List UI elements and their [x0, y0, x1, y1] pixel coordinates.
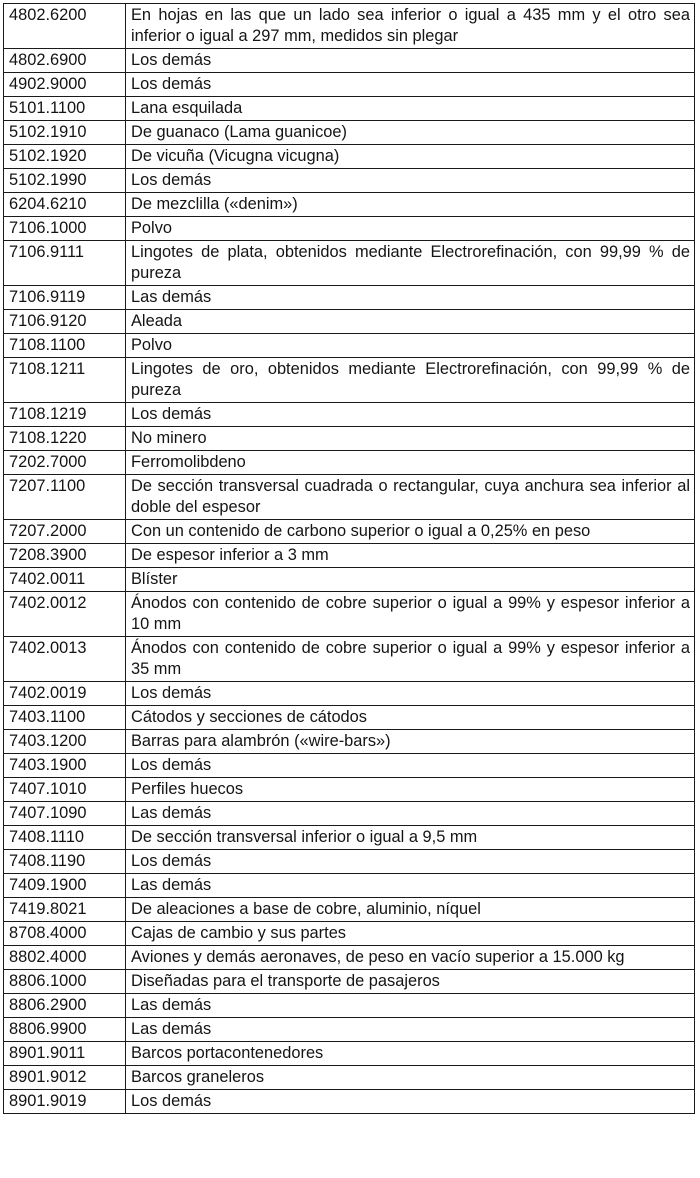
tariff-code-cell: 7106.9111 [4, 241, 126, 286]
table-row [4, 970, 695, 994]
tariff-table-body [4, 4, 695, 1114]
description-cell: Barras para alambrón («wire-bars») [126, 730, 695, 754]
description-cell: Las demás [126, 802, 695, 826]
description-cell: De mezclilla («denim») [126, 193, 695, 217]
description-cell: De sección transversal cuadrada o rectangular, cuya anchura sea inferior al doble del espesor [126, 475, 695, 520]
description-cell: Ánodos con contenido de cobre superior o igual a 99% y espesor inferior a 35 mm [126, 637, 695, 682]
description-cell: Diseñadas para el transporte de pasajeros [126, 970, 695, 994]
table-row [4, 994, 695, 1018]
description-cell: Los demás [126, 754, 695, 778]
tariff-code-cell: 8901.9012 [4, 1066, 126, 1090]
tariff-code-cell: 7403.1900 [4, 754, 126, 778]
description-cell: Lingotes de oro, obtenidos mediante Electrorefinación, con 99,99 % de pureza [126, 358, 695, 403]
table-row [4, 592, 695, 637]
tariff-code-cell: 7402.0012 [4, 592, 126, 637]
tariff-table [3, 3, 695, 1114]
description-cell: De guanaco (Lama guanicoe) [126, 121, 695, 145]
table-row [4, 520, 695, 544]
table-row [4, 334, 695, 358]
tariff-code-cell: 7409.1900 [4, 874, 126, 898]
table-row [4, 730, 695, 754]
table-row [4, 403, 695, 427]
tariff-code-cell: 4802.6200 [4, 4, 126, 49]
tariff-code-cell: 7402.0019 [4, 682, 126, 706]
table-row [4, 4, 695, 49]
tariff-code-cell: 7408.1110 [4, 826, 126, 850]
table-row [4, 826, 695, 850]
tariff-code-cell: 7408.1190 [4, 850, 126, 874]
table-row [4, 850, 695, 874]
description-cell: De vicuña (Vicugna vicugna) [126, 145, 695, 169]
table-row [4, 682, 695, 706]
description-cell: Las demás [126, 286, 695, 310]
table-row [4, 1066, 695, 1090]
table-row [4, 49, 695, 73]
tariff-code-cell: 8901.9019 [4, 1090, 126, 1114]
tariff-code-cell: 5101.1100 [4, 97, 126, 121]
tariff-code-cell: 7419.8021 [4, 898, 126, 922]
description-cell: De aleaciones a base de cobre, aluminio, níquel [126, 898, 695, 922]
description-cell: Los demás [126, 169, 695, 193]
table-row [4, 946, 695, 970]
table-row [4, 568, 695, 592]
tariff-code-cell: 7202.7000 [4, 451, 126, 475]
description-cell: Cajas de cambio y sus partes [126, 922, 695, 946]
tariff-code-cell: 4902.9000 [4, 73, 126, 97]
tariff-code-cell: 8802.4000 [4, 946, 126, 970]
description-cell: No minero [126, 427, 695, 451]
table-row [4, 310, 695, 334]
tariff-code-cell: 8806.2900 [4, 994, 126, 1018]
description-cell: Las demás [126, 874, 695, 898]
table-row [4, 358, 695, 403]
tariff-code-cell: 7403.1100 [4, 706, 126, 730]
description-cell: Lana esquilada [126, 97, 695, 121]
tariff-code-cell: 7207.1100 [4, 475, 126, 520]
description-cell: Ferromolibdeno [126, 451, 695, 475]
description-cell: Perfiles huecos [126, 778, 695, 802]
tariff-code-cell: 8806.9900 [4, 1018, 126, 1042]
table-row [4, 169, 695, 193]
description-cell: Los demás [126, 850, 695, 874]
table-row [4, 544, 695, 568]
table-row [4, 1018, 695, 1042]
description-cell: Los demás [126, 73, 695, 97]
tariff-code-cell: 8708.4000 [4, 922, 126, 946]
tariff-code-cell: 7108.1211 [4, 358, 126, 403]
description-cell: Los demás [126, 682, 695, 706]
table-row [4, 121, 695, 145]
table-row [4, 145, 695, 169]
tariff-code-cell: 8806.1000 [4, 970, 126, 994]
table-row [4, 922, 695, 946]
table-row [4, 475, 695, 520]
description-cell: Polvo [126, 217, 695, 241]
table-row [4, 451, 695, 475]
description-cell: Aleada [126, 310, 695, 334]
description-cell: De espesor inferior a 3 mm [126, 544, 695, 568]
tariff-code-cell: 8901.9011 [4, 1042, 126, 1066]
description-cell: Las demás [126, 1018, 695, 1042]
tariff-code-cell: 7207.2000 [4, 520, 126, 544]
table-row [4, 1042, 695, 1066]
tariff-code-cell: 5102.1920 [4, 145, 126, 169]
description-cell: Blíster [126, 568, 695, 592]
description-cell: En hojas en las que un lado sea inferior o igual a 435 mm y el otro sea inferior o igual a 297 mm, medidos sin plegar [126, 4, 695, 49]
description-cell: Con un contenido de carbono superior o igual a 0,25% en peso [126, 520, 695, 544]
tariff-code-cell: 5102.1910 [4, 121, 126, 145]
table-row [4, 73, 695, 97]
table-row [4, 286, 695, 310]
description-cell: Cátodos y secciones de cátodos [126, 706, 695, 730]
tariff-code-cell: 7108.1100 [4, 334, 126, 358]
table-row [4, 874, 695, 898]
description-cell: Los demás [126, 403, 695, 427]
description-cell: De sección transversal inferior o igual a 9,5 mm [126, 826, 695, 850]
tariff-code-cell: 5102.1990 [4, 169, 126, 193]
table-row [4, 706, 695, 730]
tariff-code-cell: 7208.3900 [4, 544, 126, 568]
table-row [4, 217, 695, 241]
tariff-code-cell: 7108.1219 [4, 403, 126, 427]
tariff-code-cell: 7402.0013 [4, 637, 126, 682]
table-row [4, 637, 695, 682]
tariff-code-cell: 7108.1220 [4, 427, 126, 451]
tariff-code-cell: 7403.1200 [4, 730, 126, 754]
table-row [4, 754, 695, 778]
tariff-code-cell: 4802.6900 [4, 49, 126, 73]
table-row [4, 193, 695, 217]
table-row [4, 1090, 695, 1114]
table-row [4, 778, 695, 802]
description-cell: Lingotes de plata, obtenidos mediante Electrorefinación, con 99,99 % de pureza [126, 241, 695, 286]
tariff-code-cell: 7407.1010 [4, 778, 126, 802]
description-cell: Ánodos con contenido de cobre superior o igual a 99% y espesor inferior a 10 mm [126, 592, 695, 637]
tariff-code-cell: 7106.1000 [4, 217, 126, 241]
table-row [4, 427, 695, 451]
table-row [4, 97, 695, 121]
tariff-code-cell: 7407.1090 [4, 802, 126, 826]
description-cell: Polvo [126, 334, 695, 358]
tariff-code-cell: 7402.0011 [4, 568, 126, 592]
table-row [4, 802, 695, 826]
description-cell: Barcos portacontenedores [126, 1042, 695, 1066]
description-cell: Barcos graneleros [126, 1066, 695, 1090]
description-cell: Los demás [126, 49, 695, 73]
tariff-code-cell: 7106.9119 [4, 286, 126, 310]
description-cell: Aviones y demás aeronaves, de peso en vacío superior a 15.000 kg [126, 946, 695, 970]
tariff-code-cell: 7106.9120 [4, 310, 126, 334]
table-row [4, 898, 695, 922]
tariff-code-cell: 6204.6210 [4, 193, 126, 217]
description-cell: Los demás [126, 1090, 695, 1114]
description-cell: Las demás [126, 994, 695, 1018]
table-row [4, 241, 695, 286]
